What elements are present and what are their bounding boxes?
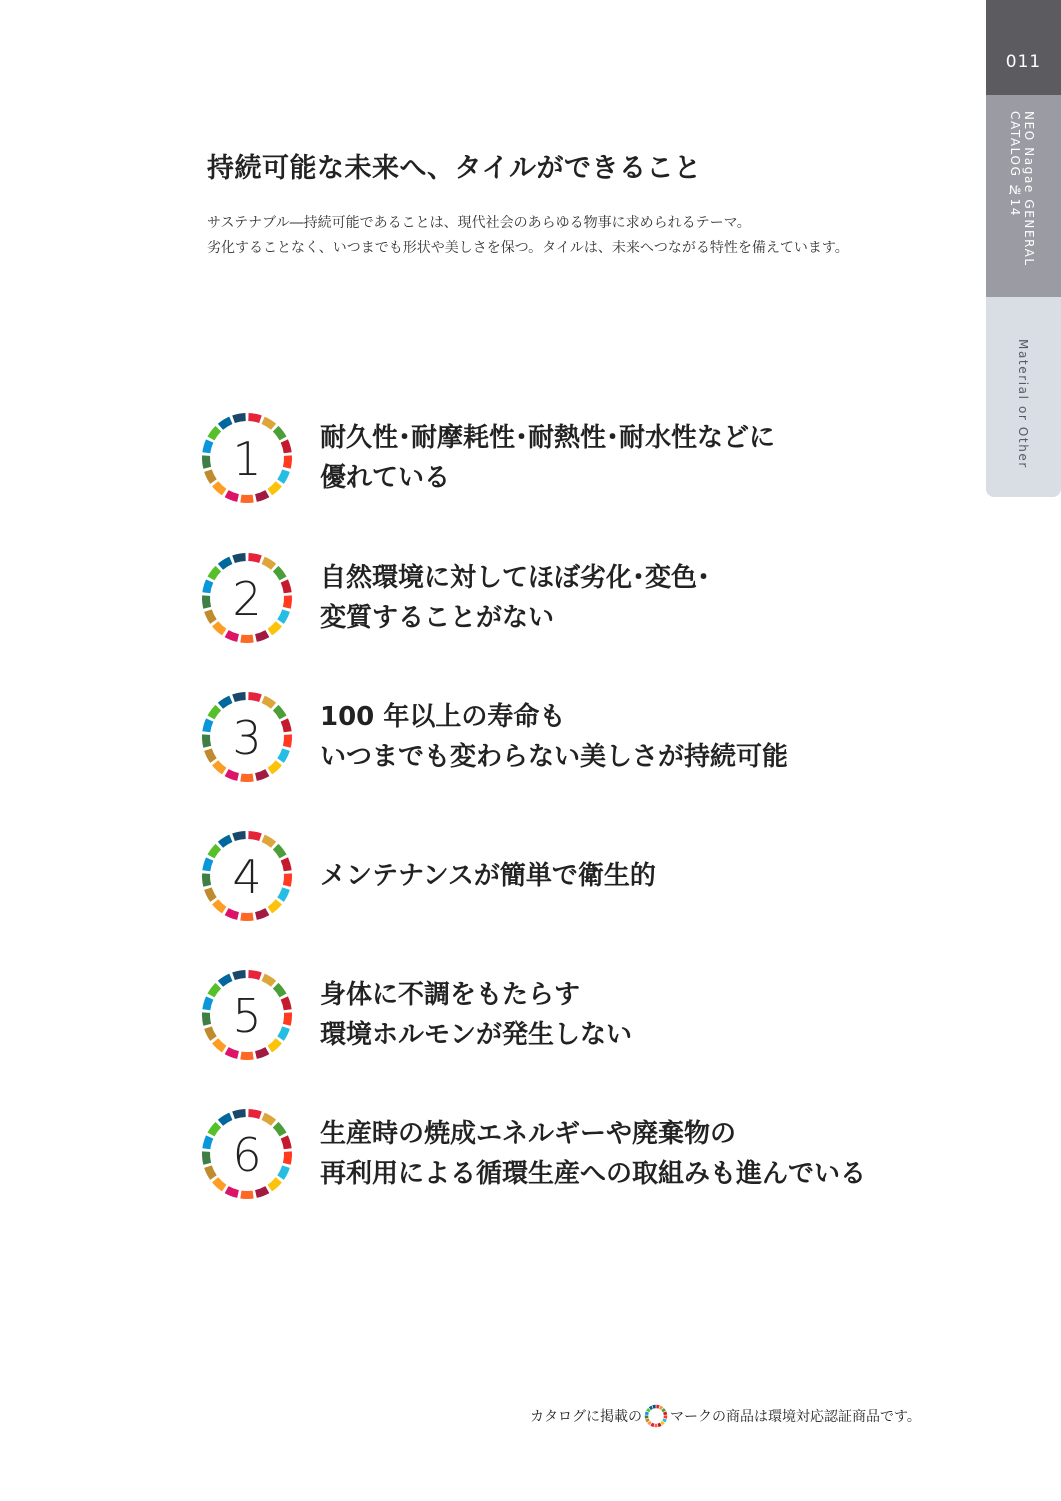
sdg-ring-icon (200, 1107, 294, 1201)
feature-line: 優れている (320, 463, 451, 493)
ring-segment (647, 1419, 648, 1422)
ring-segment (284, 441, 287, 453)
ring-segment (206, 1013, 207, 1025)
feature-line: 再利用による循環生産への取組みも進んでいる (320, 1159, 867, 1189)
ring-segment (248, 835, 260, 837)
ring-segment (287, 874, 288, 886)
ring-segment (284, 859, 287, 871)
section-label: Material or Other (1016, 339, 1030, 469)
ring-segment (206, 1152, 207, 1164)
footer-text-before: カタログに掲載の (530, 1409, 642, 1425)
ring-segment (211, 429, 218, 439)
ring-segment (208, 471, 213, 482)
ring-segment (276, 708, 283, 718)
ring-segment (281, 750, 286, 761)
sdg-ring-icon (200, 690, 294, 784)
sdg-mark-icon (644, 1404, 668, 1428)
feature-item (200, 829, 980, 923)
ring-segment (256, 1051, 267, 1055)
ring-segment (208, 1028, 213, 1039)
ring-segment (256, 494, 267, 498)
ring-segment (234, 835, 246, 837)
sdg-number-badge (200, 411, 294, 505)
ring-segment (206, 1137, 209, 1149)
ring-segment (215, 1180, 224, 1188)
ring-segment (281, 471, 286, 482)
ring-segment (256, 1190, 267, 1194)
ring-segment (206, 720, 209, 732)
feature-line: メンテナンスが簡単で衛生的 (320, 861, 656, 891)
ring-segment (270, 1041, 279, 1049)
ring-segment (256, 912, 267, 916)
feature-text (320, 975, 632, 1055)
intro-text (207, 211, 947, 261)
ring-segment (284, 720, 287, 732)
ring-segment (211, 1125, 218, 1135)
sdg-number-badge (200, 1107, 294, 1201)
ring-segment (220, 699, 230, 705)
ring-segment (208, 750, 213, 761)
ring-segment (276, 986, 283, 996)
ring-segment (208, 611, 213, 622)
ring-segment (208, 1167, 213, 1178)
ring-segment (227, 773, 238, 777)
feature-line: 環境ホルモンが発生しない (320, 1020, 633, 1050)
sdg-number-badge (200, 968, 294, 1062)
ring-segment (276, 429, 283, 439)
footer-text-after: マークの商品は環境対応認証商品です。 (670, 1409, 921, 1425)
ring-segment (206, 581, 209, 593)
ring-segment (284, 998, 287, 1010)
badge-number: 4 (232, 850, 262, 904)
ring-segment (647, 1412, 648, 1415)
ring-segment (660, 1407, 662, 1408)
ring-segment (284, 581, 287, 593)
ring-segment (206, 859, 209, 871)
ring-segment (653, 1407, 656, 1408)
section-tab[interactable] (986, 297, 1061, 497)
ring-segment (263, 977, 273, 983)
feature-text (320, 697, 788, 777)
ring-segment (281, 1028, 286, 1039)
ring-segment (211, 708, 218, 718)
ring-segment (270, 624, 279, 632)
ring-segment (270, 902, 279, 910)
feature-item (200, 968, 980, 1062)
ring-segment (256, 773, 267, 777)
badge-number: 3 (232, 711, 262, 765)
ring-segment (248, 1113, 260, 1115)
ring-segment (234, 557, 246, 559)
feature-item (200, 411, 980, 505)
feature-text (320, 856, 656, 896)
ring-segment (215, 763, 224, 771)
feature-item (200, 690, 980, 784)
ring-segment (220, 560, 230, 566)
ring-segment (227, 494, 238, 498)
badge-number: 1 (232, 432, 262, 486)
feature-item (200, 1107, 980, 1201)
feature-line: 生産時の焼成エネルギーや廃棄物の (320, 1119, 737, 1149)
ring-segment (661, 1422, 663, 1424)
catalog-tab[interactable] (986, 95, 1061, 297)
ring-segment (276, 847, 283, 857)
ring-segment (220, 420, 230, 426)
ring-segment (215, 624, 224, 632)
sdg-number-badge (200, 551, 294, 645)
ring-segment (263, 699, 273, 705)
ring-segment (663, 1409, 665, 1411)
feature-line: 変質することがない (320, 603, 555, 633)
ring-segment (276, 1125, 283, 1135)
sdg-ring-icon (200, 551, 294, 645)
ring-segment (248, 557, 260, 559)
sdg-ring-icon (200, 968, 294, 1062)
feature-line: 自然環境に対してほぼ劣化･変色･ (320, 563, 711, 593)
ring-segment (248, 974, 260, 976)
ring-segment (206, 998, 209, 1010)
badge-number: 2 (232, 572, 262, 626)
feature-text (320, 558, 710, 638)
ring-segment (648, 1409, 650, 1411)
ring-segment (211, 847, 218, 857)
ring-segment (263, 1116, 273, 1122)
ring-segment (287, 1013, 288, 1025)
ring-segment (263, 838, 273, 844)
ring-segment (206, 596, 207, 608)
catalog-label: NEO Nagae GENERAL CATALOG №14 (1008, 111, 1036, 267)
badge-number: 5 (232, 989, 262, 1043)
ring-segment (263, 560, 273, 566)
sdg-number-badge (200, 829, 294, 923)
intro-line: サステナブル―持続可能であることは、現代社会のあらゆる物事に求められるテーマ。 (207, 215, 751, 231)
ring-segment (281, 889, 286, 900)
ring-segment (215, 1041, 224, 1049)
ring-segment (208, 889, 213, 900)
ring-segment (287, 456, 288, 468)
feature-line: 耐久性･耐摩耗性･耐熱性･耐水性などに (320, 423, 776, 453)
feature-text (320, 418, 775, 498)
ring-segment (220, 1116, 230, 1122)
ring-segment (256, 634, 267, 638)
ring-segment (287, 1152, 288, 1164)
ring-segment (664, 1419, 665, 1422)
feature-line: 身体に不調をもたらす (320, 980, 581, 1010)
page-number: 011 (1005, 51, 1042, 72)
ring-segment (665, 1412, 666, 1415)
ring-segment (227, 912, 238, 916)
sdg-number-badge (200, 690, 294, 784)
ring-segment (211, 986, 218, 996)
ring-segment (227, 1190, 238, 1194)
ring-segment (287, 596, 288, 608)
ring-segment (284, 1137, 287, 1149)
ring-segment (234, 974, 246, 976)
intro-line: 劣化することなく、いつまでも形状や美しさを保つ。タイルは、未来へつながる特性を備えています。 (207, 240, 849, 256)
sdg-ring-icon (200, 829, 294, 923)
feature-line: いつまでも変わらない美しさが持続可能 (320, 742, 789, 772)
feature-item (200, 551, 980, 645)
ring-segment (206, 735, 207, 747)
feature-line: 100 年以上の寿命も (320, 702, 566, 732)
ring-segment (227, 1051, 238, 1055)
ring-segment (211, 569, 218, 579)
ring-segment (215, 902, 224, 910)
feature-text (320, 1114, 866, 1194)
ring-segment (227, 634, 238, 638)
ring-segment (234, 1113, 246, 1115)
ring-segment (263, 420, 273, 426)
ring-segment (220, 838, 230, 844)
ring-segment (248, 696, 260, 698)
ring-segment (650, 1407, 652, 1408)
ring-segment (651, 1424, 654, 1425)
ring-segment (658, 1424, 661, 1425)
ring-segment (270, 484, 279, 492)
ring-segment (234, 696, 246, 698)
ring-segment (656, 1407, 659, 1408)
ring-segment (206, 456, 207, 468)
page-title: 持続可能な未来へ、タイルができること (207, 153, 702, 184)
ring-segment (276, 569, 283, 579)
ring-segment (215, 484, 224, 492)
ring-segment (649, 1422, 651, 1424)
ring-segment (206, 874, 207, 886)
ring-segment (206, 441, 209, 453)
ring-segment (220, 977, 230, 983)
sdg-ring-icon (200, 411, 294, 505)
badge-number: 6 (232, 1128, 262, 1182)
page-number-tab (986, 0, 1061, 95)
ring-segment (270, 1180, 279, 1188)
ring-segment (270, 763, 279, 771)
ring-segment (281, 611, 286, 622)
ring-segment (281, 1167, 286, 1178)
ring-segment (234, 417, 246, 419)
ring-segment (248, 417, 260, 419)
ring-segment (287, 735, 288, 747)
footer-note (530, 1404, 921, 1428)
